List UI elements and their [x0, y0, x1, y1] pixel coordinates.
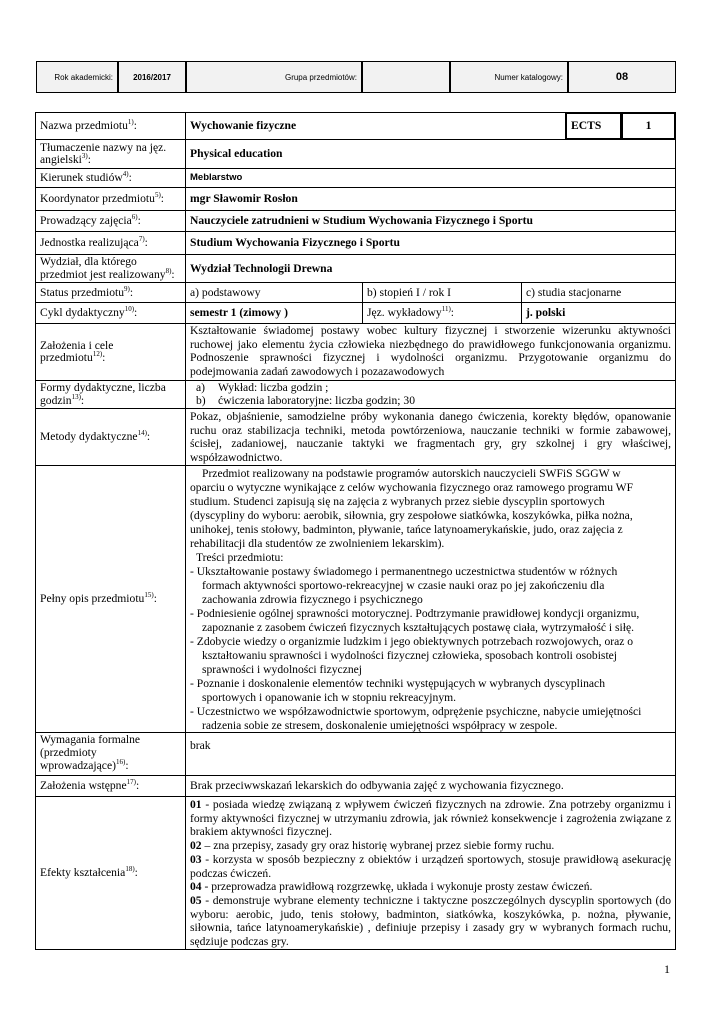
formy-item: a) Wykład: liczba godzin ; [196, 381, 329, 394]
zalozenia-value: Kształtowanie świadomej postawy wobec kultury fizycznej i stworzenie wizerunku aktywności ruchowej jako elementu życia człowieka niezbędnego do prawidłowego funkcjonowania organizmu. Podnoszenie sprawności fizycznej i wydolności organizmu. Przygotowanie organizmu do podejmowania zadań zawodowych i pozazawodowych [185, 323, 676, 381]
ects-value: 1 [621, 112, 676, 140]
opis-line: zachowania zdrowia fizycznego i psychicznego [202, 593, 423, 606]
efekt-item: 05 - demonstruje wybrane elementy techniczne i taktyczne poszczególnych dyscyplin sportowych (do wyboru: aerobic, judo, tenis stołowy, badminton, siatkówka, koszykówka, p. nożna, pływanie, siłownia, tańce latynoamerykańskie) , definiuje przepisy i zasady gry w wybranych formach ruchu, sędziuje podczas gry. [190, 893, 671, 949]
grupa-label: Grupa przedmiotów: [186, 61, 362, 93]
efekty-value [185, 796, 676, 950]
opis-value [185, 465, 676, 733]
jednostka-value: Studium Wychowania Fizycznego i Sportu [185, 231, 676, 255]
wstepne-value: Brak przeciwwskazań lekarskich do odbywania zajęć z wychowania fizycznego. [185, 775, 676, 797]
efekt-item: 03 - korzysta w sposób bezpieczny z obiektów i urządzeń sportowych, stosuje prawidłową asekurację podczas ćwiczeń. [190, 852, 671, 880]
prowadzacy-label: Prowadzący zajęcia$^{6)}$: [35, 210, 186, 232]
status-a: a) podstawowy [185, 282, 363, 303]
formy-item: b) ćwiczenia laboratoryjne: liczba godzin; 30 [196, 394, 416, 407]
rok-label: Rok akademicki: [36, 61, 118, 93]
opis-line: kształtowaniu sprawności i wydolności fizycznej człowieka, sposobach kontroli osobistej [202, 649, 618, 662]
opis-line: radzenia sobie ze stresem, doskonalenie umiejętności współpracy w zespole. [202, 719, 558, 732]
opis-line: sprawności i wydolności fizycznej [202, 663, 363, 676]
opis-line: - Poznanie i doskonalenie elementów techniki występujących w wybranych dyscyplinach [190, 677, 605, 690]
zalozenia-label: Założenia i cele przedmiotu$^{12)}$: [35, 323, 186, 381]
wstepne-label: Założenia wstępne$^{17)}$: [35, 775, 186, 797]
tlumaczenie-label: Tłumaczenie nazwy na jęz. angielski$^{3)}$: [35, 139, 186, 169]
opis-line: - Zdobycie wiedzy o organizmie ludzkim i jego obiektywnych potrzebach rozwojowych, oraz o [190, 635, 634, 648]
opis-line: unihokej, tenis stołowy, badminton, pływanie, tańce latynoamerykańskie, judo, oraz zajęcia z [190, 523, 623, 536]
nazwa-value: Wychowanie fizyczne [185, 112, 566, 140]
wymagania-label: Wymagania formalne (przedmioty wprowadzające)$^{16)}$: [35, 732, 186, 776]
grupa-value [362, 61, 450, 93]
metody-value: Pokaz, objaśnienie, samodzielne próby wykonania danego ćwiczenia, korekty błędów, opanowanie ruchu oraz stabilizacja techniki, metoda powtórzeniowa, nauczanie techniki w formie zabawowej, ścisłej, zadaniowej, nauczanie taktyki we fragmentach gry, gry szkolnej i gry właściwej, współzawodnictwo. [185, 408, 676, 466]
opis-line: sportowych i opanowanie ich w stopniu rekreacyjnym. [202, 691, 457, 704]
numer-label: Numer katalogowy: [450, 61, 568, 93]
status-c: c) studia stacjonarne [521, 282, 676, 303]
opis-line: rehabilitacji dla studentów ze zwolnieniem lekarskim). [190, 537, 445, 550]
prowadzacy-value: Nauczyciele zatrudnieni w Studium Wychowania Fizycznego i Sportu [185, 210, 676, 232]
opis-line: - Uczestnictwo we współzawodnictwie sportowym, odprężenie psychiczne, nabycie umiejętności [190, 705, 642, 718]
efekty-label: Efekty kształcenia$^{18)}$: [35, 796, 186, 950]
opis-line: Treści przedmiotu: [196, 551, 284, 564]
wydzial-value: Wydział Technologii Drewna [185, 254, 676, 283]
opis-line: - Ukształtowanie postawy świadomego i permanentnego uczestnictwa studentów w różnych [190, 565, 618, 578]
opis-line: oparciu o wytyczne wynikające z celów wychowania fizycznego oraz ramowego programu WF [190, 481, 634, 494]
opis-line: - Podniesienie ogólnej sprawności motorycznej. Podtrzymanie prawidłowej kondycji organizmu, [190, 607, 640, 620]
wydzial-label: Wydział, dla którego przedmiot jest realizowany$^{8)}$: [35, 254, 186, 283]
efekt-item: 02 – zna przepisy, zasady gry oraz historię wybranej przez siebie formy ruchu. [190, 839, 555, 853]
opis-line: studium. Studenci zapisują się na zajęcia z wybranych przez siebie dyscyplin sportowych [190, 495, 605, 508]
opis-line: (dyscypliny do wyboru: aerobik, siłownia, gry zespołowe siatkówka, koszykówka, piłka nożna, [190, 509, 633, 522]
cykl-label: Cykl dydaktyczny$^{10)}$: [35, 302, 186, 324]
ects-label: ECTS [565, 112, 622, 140]
wymagania-value: brak [185, 732, 676, 776]
metody-label: Metody dydaktyczne$^{14)}$: [35, 408, 186, 466]
efekt-item: 04 - przeprowadza prawidłową rozgrzewkę, układa i wykonuje prosty zestaw ćwiczeń. [190, 880, 593, 894]
jezyk-value: j. polski [521, 302, 676, 324]
tlumaczenie-value: Physical education [185, 139, 676, 169]
efekt-item: 01 - posiada wiedzę związaną z wpływem ćwiczeń fizycznych na zdrowie. Zna potrzeby organizmu i formy aktywności fizycznej w utrzymaniu zdrowia, jak również konsekwencje i zagrożenia związane z brakiem aktywności fizycznej. [190, 798, 671, 839]
opis-line: formach aktywności sportowo-rekreacyjnej w czasie nauki oraz po jej zakończeniu dla [202, 579, 605, 592]
formy-label: Formy dydaktyczne, liczba godzin$^{13)}$: [35, 380, 186, 409]
page-number: 1 [664, 962, 670, 976]
status-label: Status przedmiotu$^{9)}$: [35, 282, 186, 303]
koordynator-value: mgr Sławomir Rosłon [185, 187, 676, 211]
cykl-value: semestr 1 (zimowy ) [185, 302, 363, 324]
numer-value: 08 [568, 61, 676, 93]
kierunek-value: Meblarstwo [185, 168, 676, 188]
opis-label: Pełny opis przedmiotu$^{15)}$: [35, 465, 186, 733]
nazwa-label: Nazwa przedmiotu$^{1)}$: [35, 112, 186, 140]
formy-list [190, 381, 415, 407]
koordynator-label: Koordynator przedmiotu$^{5)}$: [35, 187, 186, 211]
jezyk-label: Jęz. wykładowy$^{11)}$: [362, 302, 522, 324]
status-b: b) stopień I / rok I [362, 282, 522, 303]
rok-value: 2016/2017 [118, 61, 186, 93]
jednostka-label: Jednostka realizująca$^{7)}$: [35, 231, 186, 255]
kierunek-label: Kierunek studiów$^{4)}$: [35, 168, 186, 188]
formy-value [185, 380, 676, 409]
opis-line: Przedmiot realizowany na podstawie programów autorskich nauczycieli SWFiS SGGW w [202, 467, 621, 480]
opis-line: zapoznanie z zasobem ćwiczeń fizycznych kształtujących postawę ciała, wytrzymałość i siłę. [202, 621, 634, 634]
